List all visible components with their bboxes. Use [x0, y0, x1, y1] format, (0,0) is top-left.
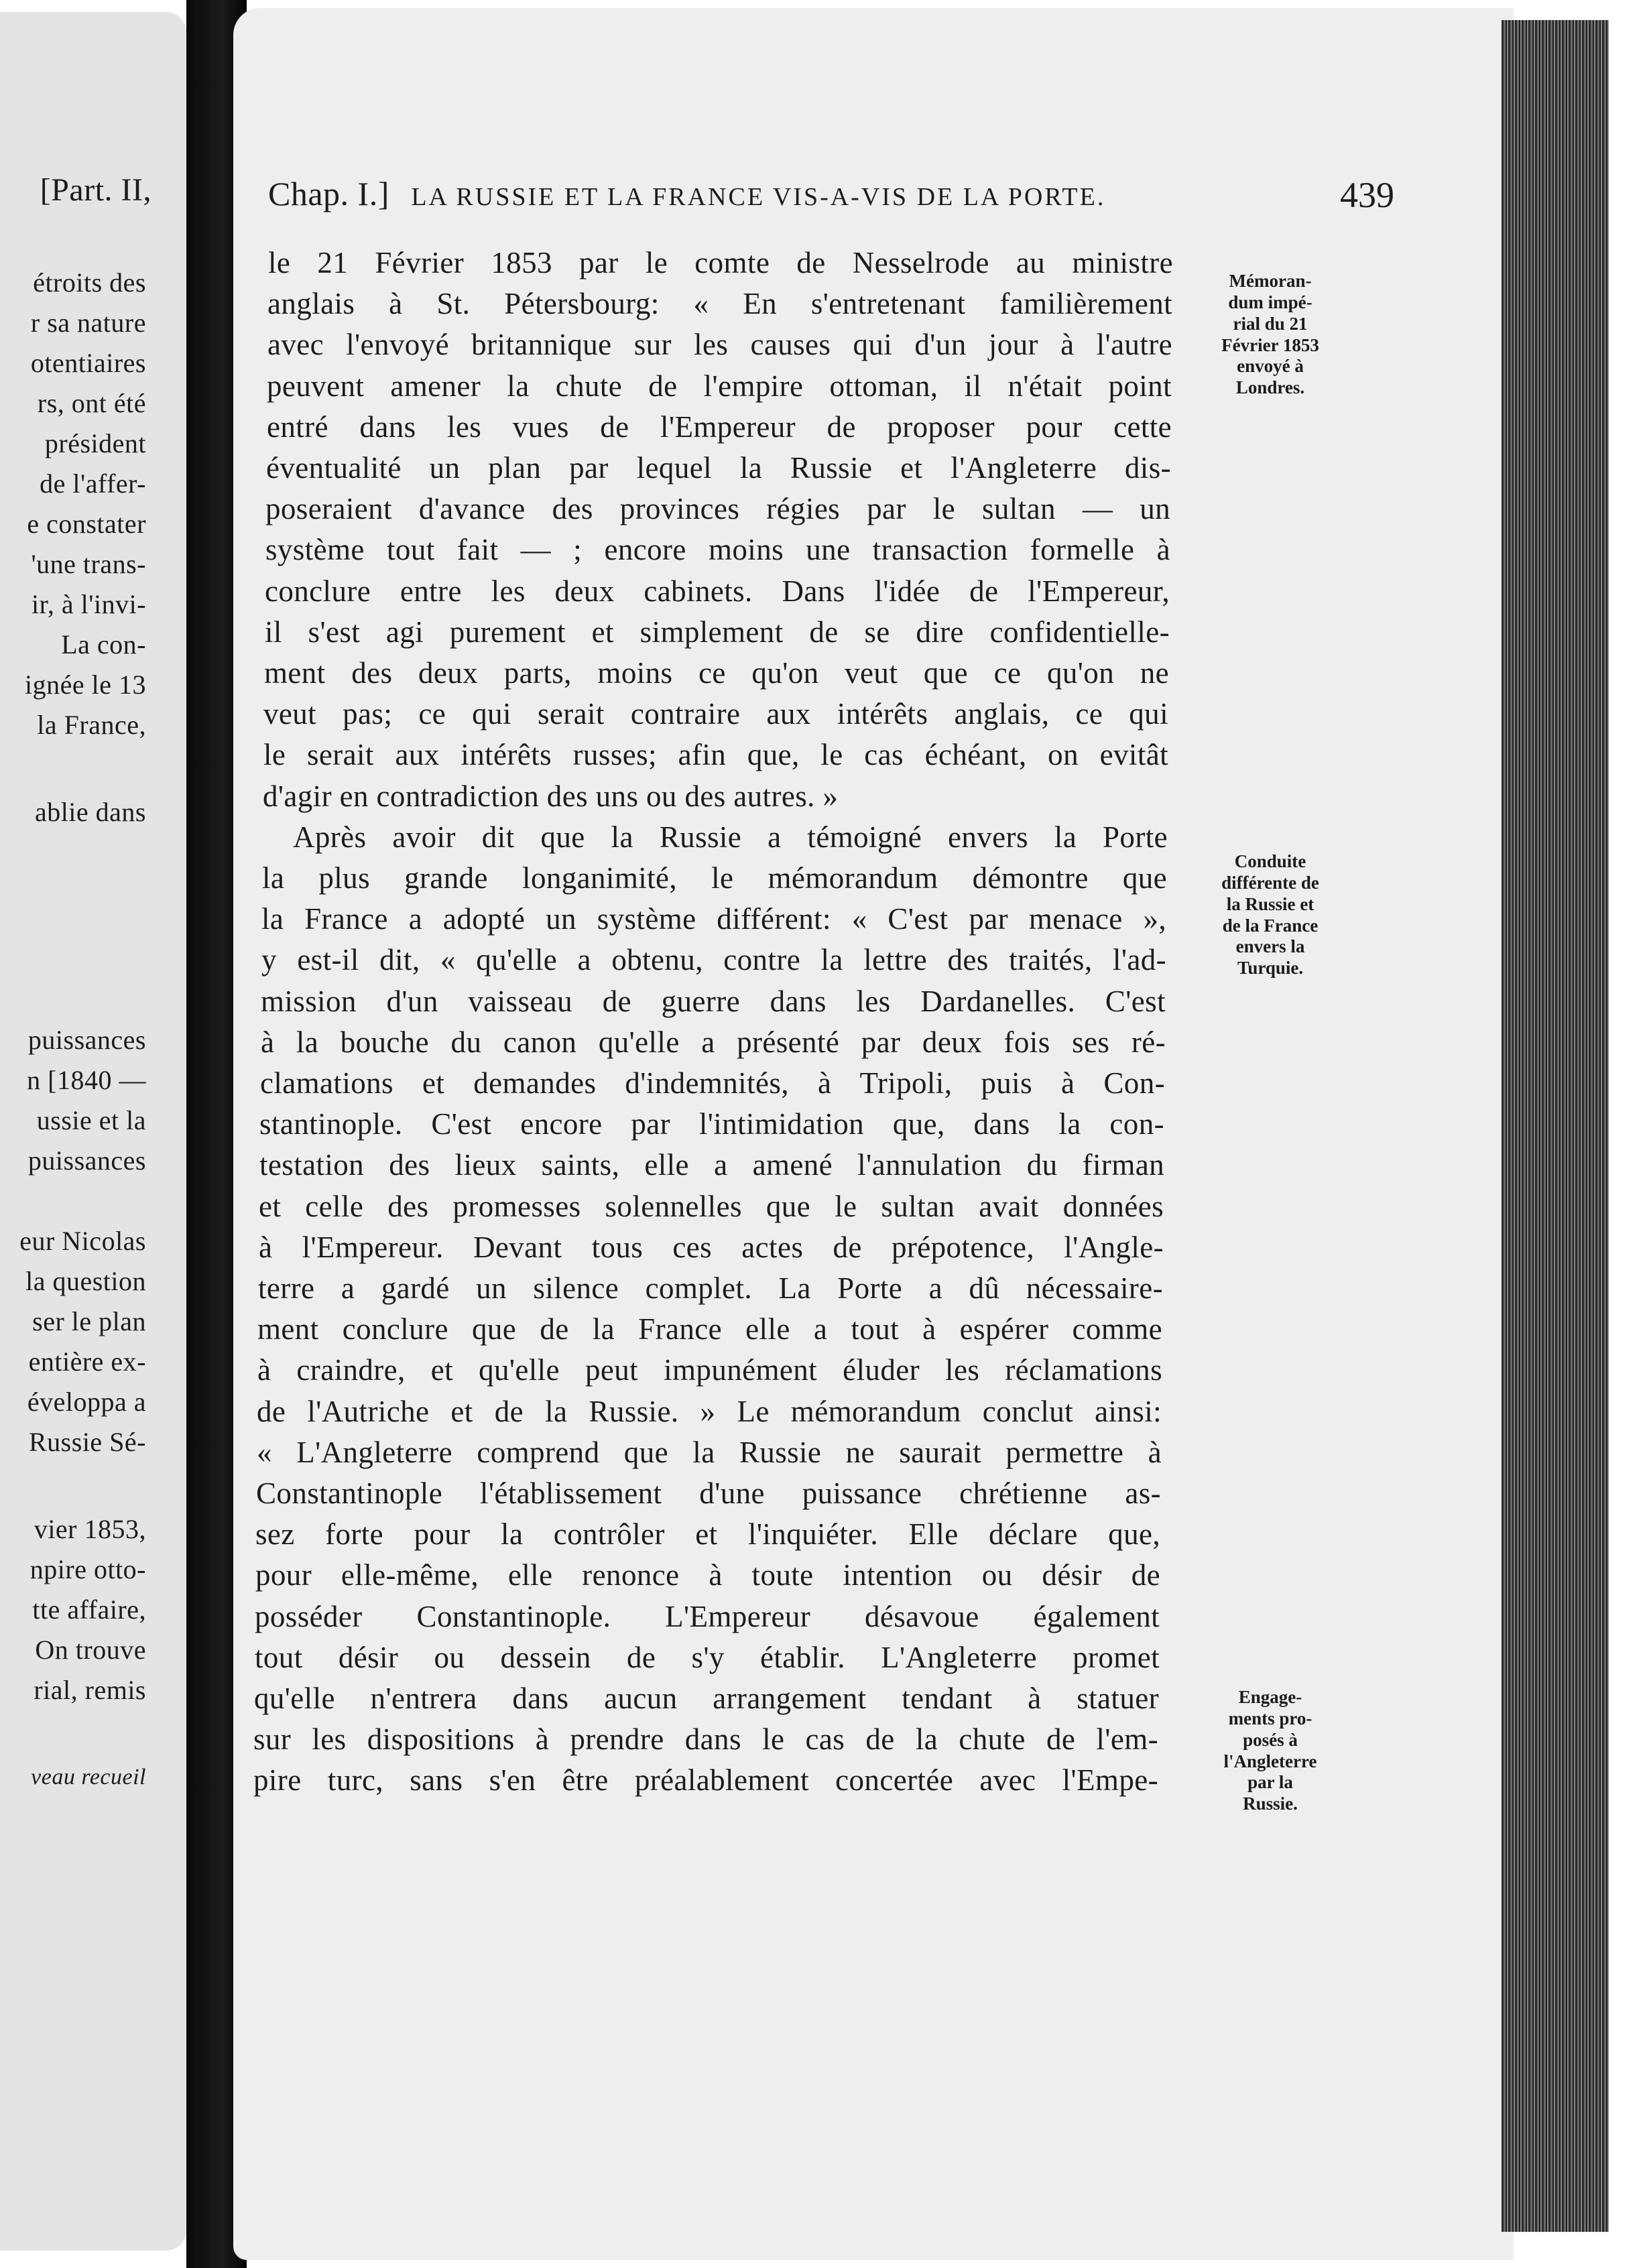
- text-line: Après avoir dit que la Russie a témoigné envers la Porte: [293, 820, 1168, 854]
- facing-page-fragment: tte affaire,: [32, 1594, 146, 1625]
- text-line: sur les dispositions à prendre dans le cas de la chute de l'em-: [253, 1722, 1158, 1757]
- running-title: LA RUSSIE ET LA FRANCE VIS-A-VIS DE LA PORTE.: [411, 183, 1106, 211]
- margin-note-line: Londres.: [1235, 377, 1305, 398]
- text-line: la France a adopté un système différent: « C'est par menace »,: [261, 902, 1166, 936]
- text-line: mission d'un vaisseau de guerre dans les Dardanelles. C'est: [261, 984, 1166, 1018]
- text-line: la plus grande longanimité, le mémorandum démontre que: [262, 861, 1167, 895]
- text-line: et celle des promesses solennelles que le sultan avait données: [259, 1189, 1164, 1223]
- text-line: conclure entre les deux cabinets. Dans l'idée de l'Empereur,: [265, 574, 1170, 608]
- margin-note-line: par la: [1247, 1772, 1293, 1793]
- facing-page-fragment: ignée le 13: [25, 670, 146, 700]
- text-line: stantinople. C'est encore par l'intimidation que, dans la con-: [259, 1107, 1164, 1141]
- facing-page: [0, 12, 186, 2251]
- facing-page-fragment: n [1840 —: [27, 1065, 146, 1095]
- margin-note-line: Russie.: [1243, 1793, 1298, 1814]
- margin-note-line: l'Angleterre: [1223, 1751, 1317, 1771]
- main-page: [233, 8, 1514, 2260]
- margin-note-line: différente de: [1221, 872, 1319, 893]
- facing-page-fragment: ussie et la: [36, 1105, 146, 1135]
- margin-note-line: Engage-: [1238, 1687, 1302, 1707]
- facing-page-fragment: entière ex-: [28, 1346, 146, 1377]
- text-line: avec l'envoyé britannique sur les causes qui d'un jour à l'autre: [267, 328, 1172, 362]
- text-line: veut pas; ce qui serait contraire aux intérêts anglais, ce qui: [263, 697, 1168, 731]
- text-line: pire turc, sans s'en être préalablement concertée avec l'Empe-: [253, 1763, 1158, 1798]
- margin-note-line: la Russie et: [1226, 893, 1315, 914]
- facing-page-fragment: ir, à l'invi-: [32, 589, 146, 619]
- text-line: posséder Constantinople. L'Empereur désavoue également: [255, 1599, 1160, 1633]
- facing-page-fragment: On trouve: [35, 1635, 146, 1665]
- margin-note-line: envoyé à: [1237, 356, 1304, 377]
- text-line: éventualité un plan par lequel la Russie et l'Angleterre dis-: [266, 451, 1171, 485]
- text-line: entré dans les vues de l'Empereur de proposer pour cette: [267, 410, 1172, 444]
- facing-page-fragment: ablie dans: [34, 797, 146, 827]
- facing-page-fragment: puissances: [27, 1025, 146, 1055]
- margin-note-line: posés à: [1243, 1729, 1298, 1750]
- chapter-label: Chap. I.]: [268, 175, 389, 212]
- text-line: ment conclure que de la France elle a tout à espérer comme: [257, 1312, 1162, 1346]
- text-line: d'agir en contradiction des uns ou des autres. »: [263, 779, 839, 813]
- page-edges: [1502, 20, 1609, 2232]
- margin-note-line: Mémoran-: [1229, 271, 1312, 291]
- text-line: il s'est agi purement et simplement de se dire confidentielle-: [265, 615, 1170, 649]
- text-line: à craindre, et qu'elle peut impunément éluder les réclamations: [257, 1353, 1162, 1387]
- text-line: de l'Autriche et de la Russie. » Le mémorandum conclut ainsi:: [257, 1394, 1162, 1428]
- text-line: système tout fait — ; encore moins une transaction formelle à: [265, 533, 1170, 567]
- text-line: terre a gardé un silence complet. La Porte a dû nécessaire-: [258, 1271, 1163, 1305]
- facing-page-fragment: la question: [25, 1266, 146, 1296]
- text-line: le serait aux intérêts russes; afin que, le cas échéant, on evitât: [263, 738, 1168, 772]
- margin-note-line: rial du 21: [1233, 313, 1308, 334]
- text-line: à la bouche du canon qu'elle a présenté par deux fois ses ré-: [261, 1025, 1166, 1059]
- text-line: sez forte pour la contrôler et l'inquiéter. Elle déclare que,: [255, 1517, 1160, 1552]
- facing-page-fragment: 'une trans-: [31, 549, 146, 579]
- running-head: [268, 174, 1394, 213]
- text-line: poseraient d'avance des provinces régies par le sultan — un: [265, 492, 1170, 526]
- facing-page-fragment: otentiaires: [30, 348, 146, 378]
- page-number: 439: [1340, 175, 1394, 215]
- facing-page-fragment: veau recueil: [31, 1765, 146, 1789]
- margin-note: [1183, 1687, 1357, 1815]
- text-line: « L'Angleterre comprend que la Russie ne saurait permettre à: [257, 1435, 1162, 1469]
- facing-page-header: [Part. II,: [40, 172, 151, 208]
- facing-page-fragment: r sa nature: [30, 308, 146, 338]
- facing-page-fragment: la France,: [37, 710, 146, 740]
- margin-note-line: envers la: [1235, 936, 1305, 957]
- facing-page-fragment: Russie Sé-: [29, 1427, 146, 1457]
- text-line: y est-il dit, « qu'elle a obtenu, contre la lettre des traités, l'ad-: [261, 943, 1166, 977]
- margin-note-line: ments pro-: [1228, 1708, 1312, 1728]
- margin-note-line: dum impé-: [1228, 292, 1312, 312]
- margin-note: [1183, 271, 1357, 399]
- facing-page-fragment: eur Nicolas: [19, 1226, 146, 1256]
- facing-page-fragment: président: [44, 428, 146, 458]
- facing-page-fragment: puissances: [27, 1145, 146, 1176]
- text-line: anglais à St. Pétersbourg: « En s'entretenant familièrement: [267, 287, 1172, 321]
- text-line: clamations et demandes d'indemnités, à Tripoli, puis à Con-: [260, 1066, 1165, 1100]
- facing-page-fragment: de l'affer-: [40, 468, 146, 499]
- text-line: tout désir ou dessein de s'y établir. L'Angleterre promet: [255, 1640, 1160, 1674]
- margin-note-line: de la France: [1222, 915, 1319, 936]
- facing-page-fragment: éveloppa a: [27, 1387, 146, 1417]
- margin-note: [1183, 851, 1357, 979]
- margin-note-line: Février 1853: [1221, 334, 1319, 355]
- text-line: à l'Empereur. Devant tous ces actes de prépotence, l'Angle-: [259, 1230, 1164, 1264]
- margin-note-line: Conduite: [1234, 851, 1306, 871]
- facing-page-fragment: La con-: [61, 629, 146, 659]
- text-line: Constantinople l'établissement d'une puissance chrétienne as-: [256, 1476, 1161, 1510]
- facing-page-fragment: vier 1853,: [34, 1514, 146, 1544]
- facing-page-fragment: e constater: [27, 509, 146, 539]
- facing-page-fragment: rial, remis: [34, 1675, 146, 1705]
- text-line: qu'elle n'entrera dans aucun arrangement tendant à statuer: [254, 1682, 1159, 1715]
- facing-page-fragment: rs, ont été: [37, 388, 146, 418]
- text-line: testation des lieux saints, elle a amené l'annulation du firman: [259, 1148, 1164, 1182]
- facing-page-fragment: étroits des: [33, 267, 146, 298]
- text-line: le 21 Février 1853 par le comte de Nesselrode au ministre: [268, 246, 1173, 279]
- margin-note-line: Turquie.: [1237, 958, 1304, 979]
- text-line: peuvent amener la chute de l'empire ottoman, il n'était point: [267, 369, 1172, 403]
- text-line: pour elle-même, elle renonce à toute intention ou désir de: [255, 1558, 1160, 1592]
- facing-page-fragment: npire otto-: [29, 1554, 146, 1584]
- facing-page-fragment: ser le plan: [32, 1306, 146, 1336]
- text-line: ment des deux parts, moins ce qu'on veut que ce qu'on ne: [264, 656, 1169, 690]
